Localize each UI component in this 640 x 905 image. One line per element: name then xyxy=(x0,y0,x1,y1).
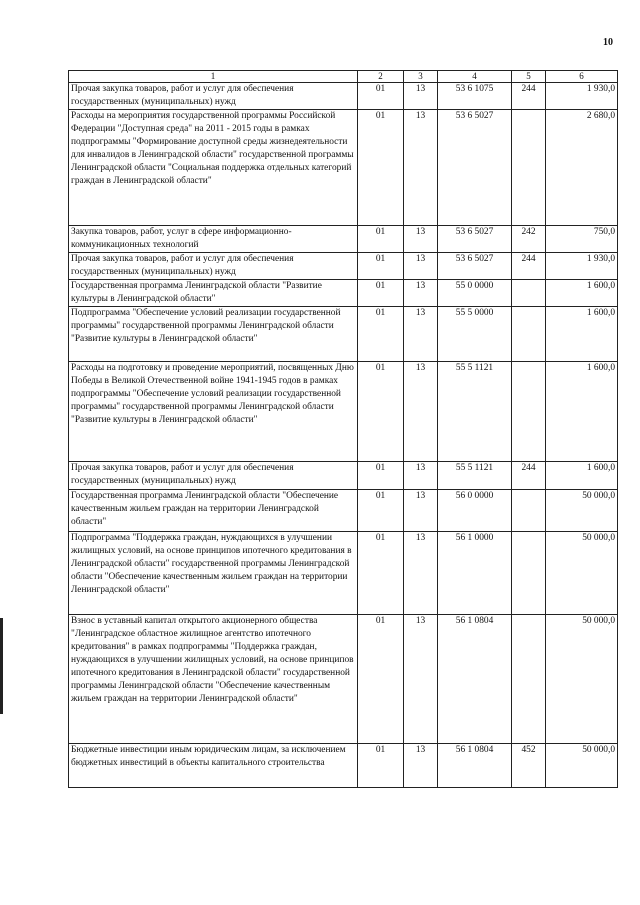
row-name: Бюджетные инвестиции иным юридическим лицам, за исключением бюджетных инвестиций в объекты капитального строительства xyxy=(69,744,358,788)
row-expense-type xyxy=(512,307,546,362)
row-section: 01 xyxy=(358,462,404,490)
table-row xyxy=(69,110,618,226)
row-section: 01 xyxy=(358,307,404,362)
header-cell: 4 xyxy=(438,71,512,83)
row-target-article: 56 0 0000 xyxy=(438,490,512,532)
scan-edge-mark xyxy=(0,618,3,714)
header-cell: 1 xyxy=(69,71,358,83)
row-name: Расходы на мероприятия государственной программы Российской Федерации "Доступная среда" на 2011 - 2015 годы в рамках подпрограммы "Формирование доступной среды жизнедеятельности для инвалидов в Ленинградской области" государственной программы Ленинградской области "Социальная поддержка отдельных категорий граждан в Ленинградской области" xyxy=(69,110,358,226)
row-section: 01 xyxy=(358,226,404,253)
row-name: Государственная программа Ленинградской области "Развитие культуры в Ленинградской области" xyxy=(69,280,358,307)
row-name: Прочая закупка товаров, работ и услуг для обеспечения государственных (муниципальных) нужд xyxy=(69,462,358,490)
table-row xyxy=(69,532,618,615)
row-subsection: 13 xyxy=(404,462,438,490)
table-row xyxy=(69,615,618,744)
row-name: Государственная программа Ленинградской области "Обеспечение качественным жильем граждан на территории Ленинградской области" xyxy=(69,490,358,532)
row-expense-type: 242 xyxy=(512,226,546,253)
row-subsection: 13 xyxy=(404,362,438,462)
row-amount: 1 930,0 xyxy=(546,253,618,280)
row-target-article: 56 1 0804 xyxy=(438,744,512,788)
row-target-article: 53 6 5027 xyxy=(438,110,512,226)
row-expense-type xyxy=(512,362,546,462)
row-name: Подпрограмма "Поддержка граждан, нуждающихся в улучшении жилищных условий, на основе принципов ипотечного кредитования в Ленинградской области" государственной программы Ленинградской области "Обеспечение качественным жильем граждан на территории Ленинградской области" xyxy=(69,532,358,615)
header-cell: 2 xyxy=(358,71,404,83)
header-cell: 6 xyxy=(546,71,618,83)
row-subsection: 13 xyxy=(404,110,438,226)
row-expense-type: 244 xyxy=(512,462,546,490)
row-subsection: 13 xyxy=(404,490,438,532)
row-name: Прочая закупка товаров, работ и услуг для обеспечения государственных (муниципальных) нужд xyxy=(69,253,358,280)
row-subsection: 13 xyxy=(404,226,438,253)
row-section: 01 xyxy=(358,253,404,280)
table-row xyxy=(69,83,618,110)
row-section: 01 xyxy=(358,490,404,532)
row-amount: 50 000,0 xyxy=(546,490,618,532)
row-target-article: 53 6 5027 xyxy=(438,226,512,253)
header-cell: 5 xyxy=(512,71,546,83)
row-target-article: 53 6 1075 xyxy=(438,83,512,110)
row-amount: 50 000,0 xyxy=(546,532,618,615)
row-expense-type xyxy=(512,532,546,615)
row-amount: 1 930,0 xyxy=(546,83,618,110)
table-row xyxy=(69,280,618,307)
row-subsection: 13 xyxy=(404,280,438,307)
row-expense-type: 452 xyxy=(512,744,546,788)
row-target-article: 56 1 0000 xyxy=(438,532,512,615)
row-target-article: 53 6 5027 xyxy=(438,253,512,280)
row-expense-type xyxy=(512,110,546,226)
row-target-article: 55 5 1121 xyxy=(438,462,512,490)
row-section: 01 xyxy=(358,83,404,110)
budget-table xyxy=(68,70,618,788)
table-row xyxy=(69,744,618,788)
row-amount: 2 680,0 xyxy=(546,110,618,226)
row-section: 01 xyxy=(358,615,404,744)
row-amount: 1 600,0 xyxy=(546,362,618,462)
row-section: 01 xyxy=(358,110,404,226)
row-target-article: 55 5 0000 xyxy=(438,307,512,362)
row-target-article: 56 1 0804 xyxy=(438,615,512,744)
table-row xyxy=(69,490,618,532)
row-section: 01 xyxy=(358,362,404,462)
row-subsection: 13 xyxy=(404,532,438,615)
row-amount: 1 600,0 xyxy=(546,280,618,307)
row-section: 01 xyxy=(358,744,404,788)
table-row xyxy=(69,307,618,362)
row-amount: 50 000,0 xyxy=(546,615,618,744)
row-amount: 1 600,0 xyxy=(546,462,618,490)
row-amount: 750,0 xyxy=(546,226,618,253)
row-name: Закупка товаров, работ, услуг в сфере информационно-коммуникационных технологий xyxy=(69,226,358,253)
table-row xyxy=(69,362,618,462)
row-amount: 50 000,0 xyxy=(546,744,618,788)
row-target-article: 55 5 1121 xyxy=(438,362,512,462)
row-expense-type: 244 xyxy=(512,83,546,110)
table-row xyxy=(69,253,618,280)
row-expense-type xyxy=(512,280,546,307)
row-section: 01 xyxy=(358,532,404,615)
row-expense-type xyxy=(512,615,546,744)
row-amount: 1 600,0 xyxy=(546,307,618,362)
table-row xyxy=(69,226,618,253)
row-subsection: 13 xyxy=(404,307,438,362)
row-name: Расходы на подготовку и проведение мероприятий, посвященных Дню Победы в Великой Отечественной войне 1941-1945 годов в рамках подпрограммы "Обеспечение условий реализации государственной программы" государственной программы Ленинградской области "Развитие культуры в Ленинградской области" xyxy=(69,362,358,462)
row-expense-type: 244 xyxy=(512,253,546,280)
table-row xyxy=(69,462,618,490)
header-cell: 3 xyxy=(404,71,438,83)
row-name: Прочая закупка товаров, работ и услуг для обеспечения государственных (муниципальных) нужд xyxy=(69,83,358,110)
row-subsection: 13 xyxy=(404,615,438,744)
row-target-article: 55 0 0000 xyxy=(438,280,512,307)
row-section: 01 xyxy=(358,280,404,307)
row-subsection: 13 xyxy=(404,744,438,788)
row-name: Взнос в уставный капитал открытого акционерного общества "Ленинградское областное жилищное агентство ипотечного кредитования" в рамках подпрограммы "Поддержка граждан, нуждающихся в улучшении жилищных условий, на основе принципов ипотечного кредитования в Ленинградской области" государственной программы Ленинградской области "Обеспечение качественным жильем граждан на территории Ленинградской области" xyxy=(69,615,358,744)
row-subsection: 13 xyxy=(404,253,438,280)
page-number: 10 xyxy=(603,37,613,48)
header-row xyxy=(69,71,618,83)
row-name: Подпрограмма "Обеспечение условий реализации государственной программы" государственной программы Ленинградской области "Развитие культуры в Ленинградской области" xyxy=(69,307,358,362)
row-subsection: 13 xyxy=(404,83,438,110)
row-expense-type xyxy=(512,490,546,532)
